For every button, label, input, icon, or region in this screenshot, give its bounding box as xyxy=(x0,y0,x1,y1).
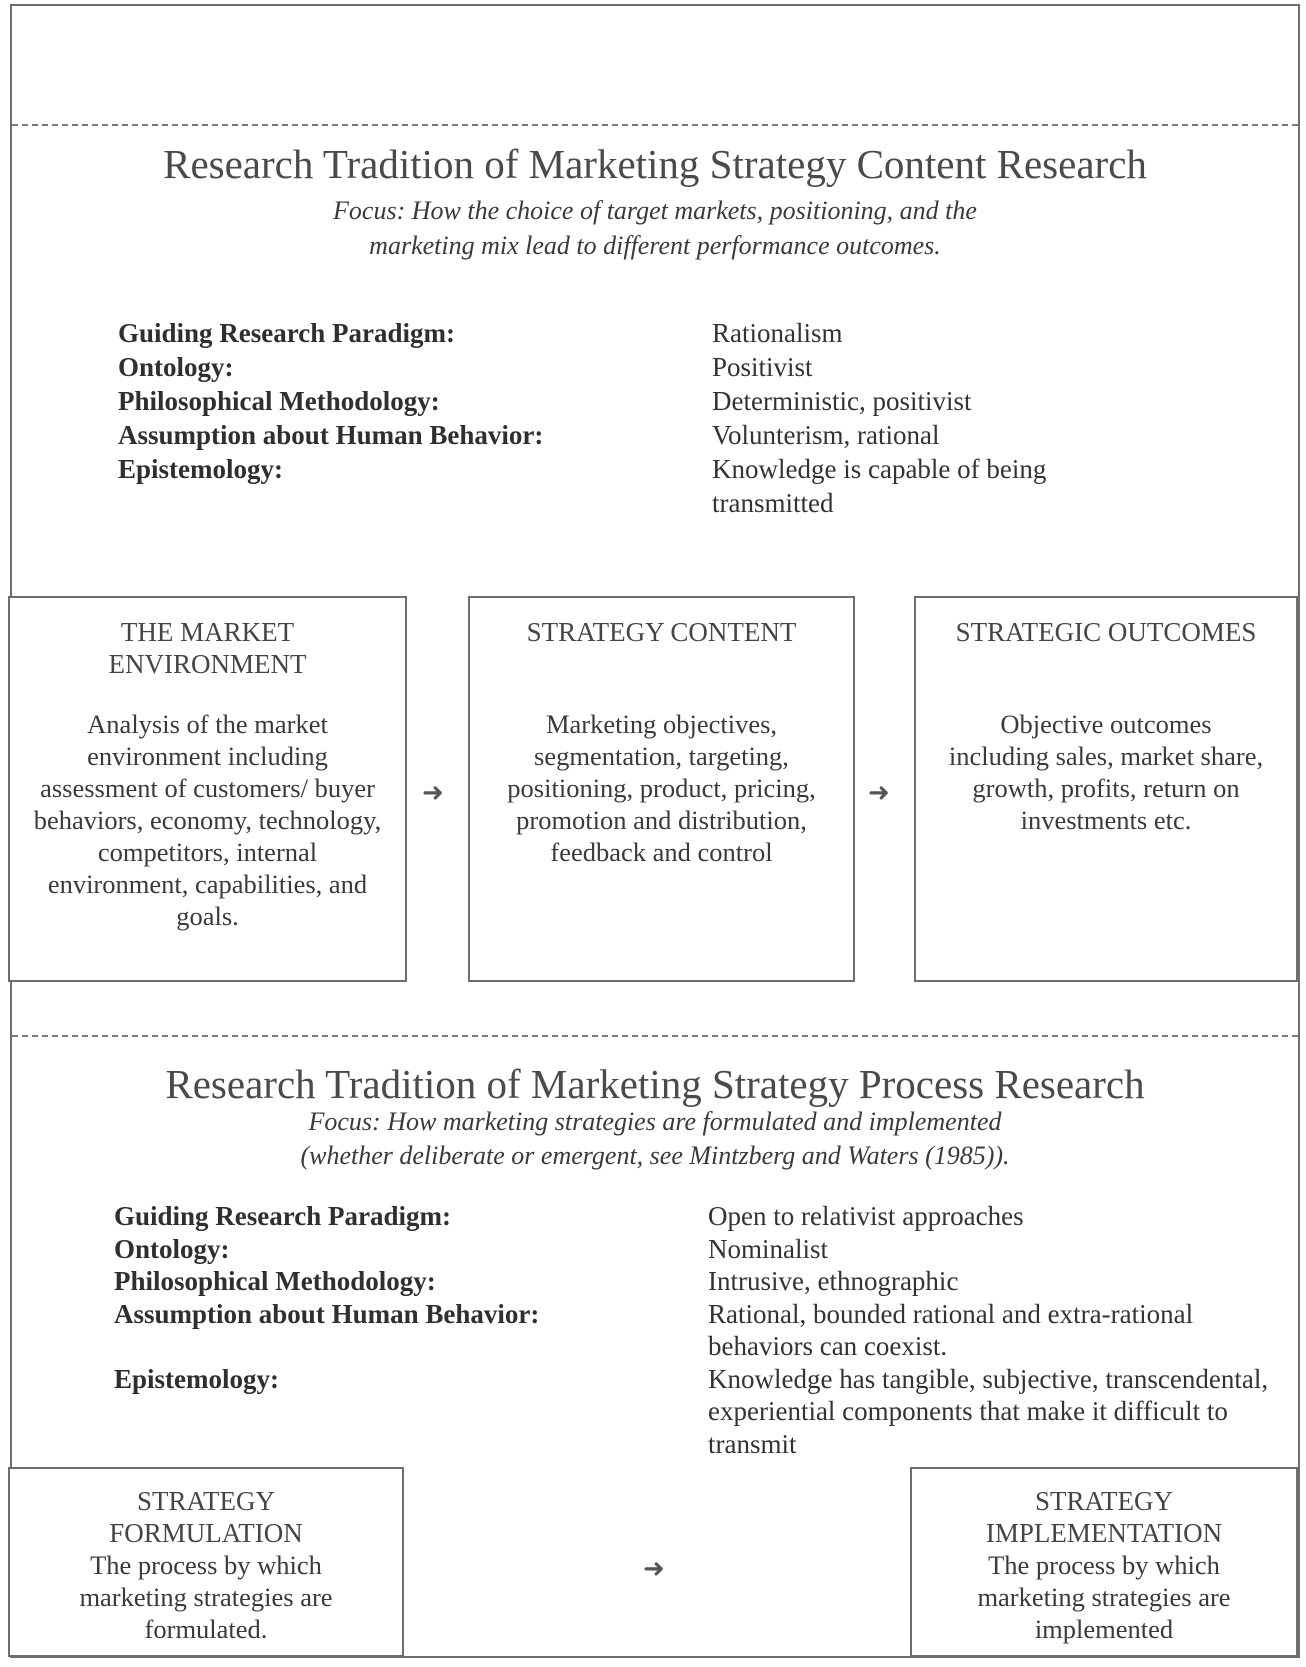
property-value: Open to relativist approaches xyxy=(708,1201,1024,1231)
property-row xyxy=(114,1200,1288,1233)
property-row xyxy=(118,384,1102,418)
property-value: Rational, bounded rational and extra-rational behaviors can coexist. xyxy=(708,1298,1194,1361)
property-value: Deterministic, positivist xyxy=(712,386,972,416)
box-description: The process by which marketing strategies are formulated. xyxy=(79,1550,333,1644)
section-divider-middle xyxy=(12,1035,1298,1037)
focus-line: Focus: How marketing strategies are formulated and implemented xyxy=(308,1107,1002,1136)
property-value: Positivist xyxy=(712,352,813,382)
property-value: Knowledge has tangible, subjective, transcendental, experiential components that make it difficult to transmit xyxy=(708,1363,1269,1459)
property-value: Intrusive, ethnographic xyxy=(708,1266,959,1296)
strategic-outcomes-box xyxy=(914,596,1298,982)
content-research-title: Research Tradition of Marketing Strategy Content Research xyxy=(163,141,1147,187)
box-description: Marketing objectives, segmentation, targeting, positioning, product, pricing, promotion and distribution, feedback and control xyxy=(507,709,816,867)
box-description: Analysis of the market environment including assessment of customers/ buyer behaviors, economy, technology, competitors, internal environment, capabilities, and goals. xyxy=(33,709,382,931)
market-environment-box xyxy=(8,596,407,982)
box-title: STRATEGIC OUTCOMES xyxy=(955,617,1257,647)
right-arrow-icon: ➜ xyxy=(868,778,890,808)
box-title: STRATEGY IMPLEMENTATION xyxy=(985,1486,1223,1548)
property-label: Ontology: xyxy=(114,1233,230,1264)
property-label: Assumption about Human Behavior: xyxy=(118,420,544,450)
property-row xyxy=(118,316,1102,350)
section-divider-top xyxy=(12,124,1298,126)
property-label: Philosophical Methodology: xyxy=(118,386,440,416)
process-research-properties xyxy=(114,1200,1288,1460)
property-label: Epistemology: xyxy=(118,454,283,484)
property-label: Guiding Research Paradigm: xyxy=(114,1201,451,1231)
property-label: Epistemology: xyxy=(114,1363,279,1394)
property-label: Guiding Research Paradigm: xyxy=(118,318,455,348)
focus-line: Focus: How the choice of target markets, positioning, and the xyxy=(333,196,977,225)
property-label: Ontology: xyxy=(118,352,234,382)
box-title: THE MARKET ENVIRONMENT xyxy=(108,617,307,679)
strategy-formulation-box xyxy=(8,1467,404,1657)
strategy-implementation-box xyxy=(910,1467,1298,1657)
property-value: Nominalist xyxy=(708,1233,828,1264)
property-row xyxy=(114,1363,1288,1461)
focus-line: marketing mix lead to different performance outcomes. xyxy=(369,231,941,260)
right-arrow-icon: ➜ xyxy=(422,778,444,808)
property-value: Rationalism xyxy=(712,318,843,348)
property-row xyxy=(118,452,1102,520)
content-research-focus xyxy=(12,193,1298,263)
box-title: STRATEGY FORMULATION xyxy=(109,1486,303,1548)
box-title: STRATEGY CONTENT xyxy=(526,617,797,647)
property-value: Volunterism, rational xyxy=(712,420,940,450)
property-label: Assumption about Human Behavior: xyxy=(114,1298,540,1329)
process-research-focus xyxy=(12,1105,1298,1173)
property-row xyxy=(118,418,1102,452)
property-row xyxy=(114,1233,1288,1266)
box-description: The process by which marketing strategies are implemented xyxy=(977,1550,1231,1644)
box-description: Objective outcomes including sales, market share, growth, profits, return on investments etc. xyxy=(948,709,1264,835)
process-research-title: Research Tradition of Marketing Strategy Process Research xyxy=(165,1061,1145,1107)
focus-line: (whether deliberate or emergent, see Mintzberg and Waters (1985)). xyxy=(300,1141,1010,1170)
property-row xyxy=(114,1298,1288,1363)
property-label: Philosophical Methodology: xyxy=(114,1266,436,1296)
right-arrow-icon: ➜ xyxy=(643,1554,665,1584)
property-row xyxy=(118,350,1102,384)
content-research-properties xyxy=(118,316,1102,520)
strategy-content-box xyxy=(468,596,855,982)
property-value: Knowledge is capable of being transmitted xyxy=(712,454,1047,518)
property-row xyxy=(114,1265,1288,1298)
